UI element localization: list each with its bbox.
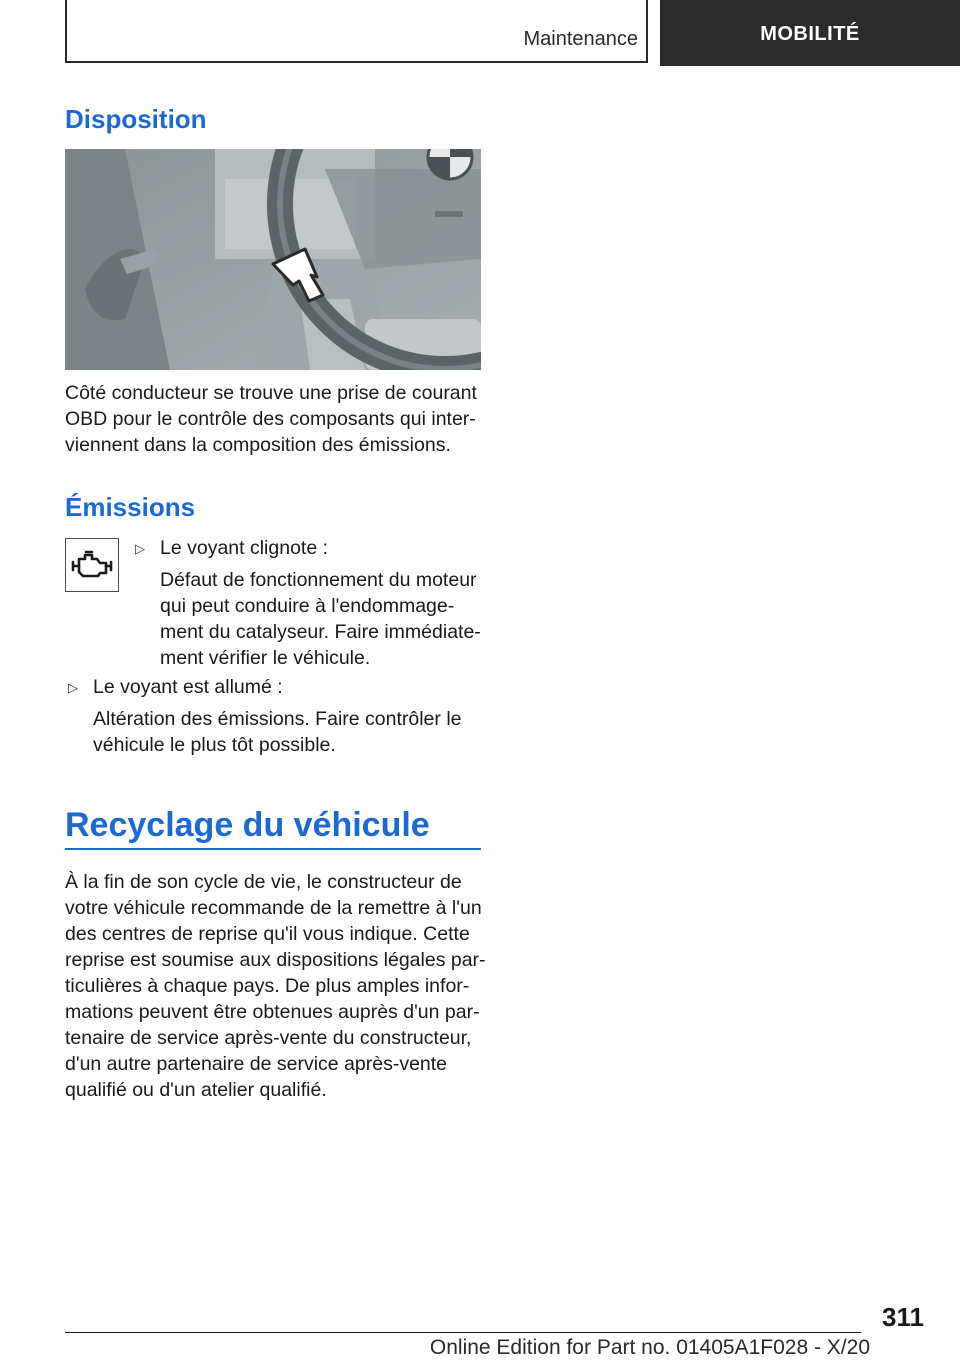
recyclage-paragraph: À la fin de son cycle de vie, le constructeur de votre véhicule recommande de la remettre à l'un des centres de reprise qu'il vous indique. Cette reprise est soumise aux dispositions légales par‐ ticulières à chaque pays. De plus amples infor‐ mations peuvent être obtenues auprès d'un par‐ tenaire de service après-vente du constructeur, d'un autre partenaire de service après-vente qualifié ou d'un atelier qualifié. — [65, 871, 486, 1101]
bullet-triangle-icon: ▷ — [68, 680, 78, 695]
emissions-heading: Émissions — [65, 492, 196, 522]
recyclage-heading: Recyclage du véhicule — [65, 806, 430, 844]
emissions-item-1-label: Le voyant clignote : — [160, 537, 329, 559]
heading-rule — [65, 848, 481, 850]
page-number: 311 — [882, 1302, 924, 1332]
header-chapter-tab — [660, 0, 960, 66]
emissions-item-1: Le voyant clignote : Défaut de fonctionnement du moteur qui peut conduire à l'endommage‐ ment du catalyseur. Faire immédiate‐ ment vérifier le véhicule. — [160, 537, 481, 669]
emissions-item-2-label: Le voyant est allumé : — [93, 676, 283, 698]
disposition-paragraph: Côté conducteur se trouve une prise de courant OBD pour le contrôle des composants qui inter‐ viennent dans la composition des émissions. — [65, 382, 477, 456]
check-engine-icon — [65, 538, 119, 592]
disposition-heading: Disposition — [65, 104, 207, 134]
header-section-title: Maintenance — [523, 28, 638, 50]
footer-rule — [65, 1332, 861, 1333]
header-chapter-title: MOBILITÉ — [760, 22, 860, 45]
bullet-triangle-icon: ▷ — [135, 541, 145, 556]
obd-location-photo — [65, 149, 481, 370]
footer-edition-text: Online Edition for Part no. 01405A1F028 - X/20 — [429, 1336, 870, 1359]
emissions-item-2: Le voyant est allumé : Altération des émissions. Faire contrôler le véhicule le plus tôt possible. — [93, 676, 462, 756]
